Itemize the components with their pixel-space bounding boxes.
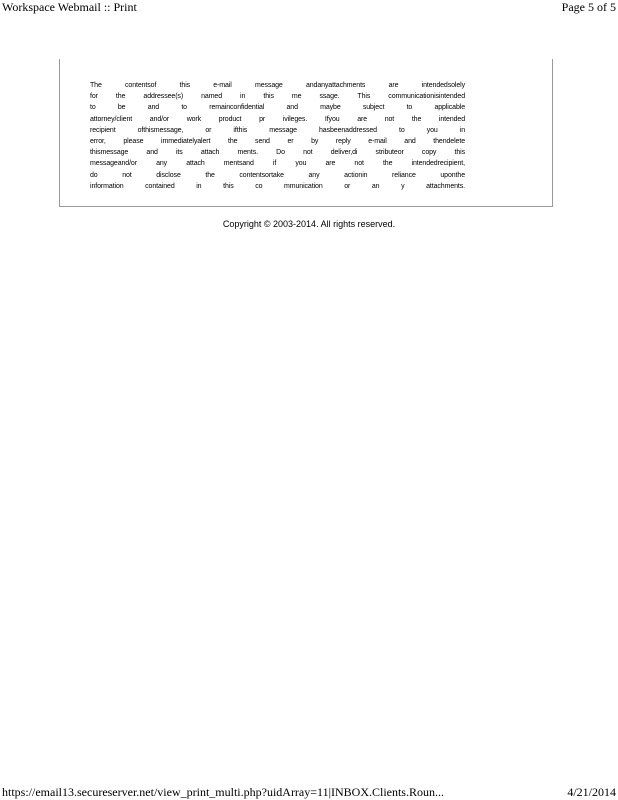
disclaimer-line: for the addressee(s) named in this me ssage. This communicationisintended [90, 93, 465, 101]
copyright-notice: Copyright © 2003-2014. All rights reserved. [222, 219, 396, 229]
disclaimer-line: messageand/or any attach mentsand if you are not the intendedrecipient, [90, 160, 465, 168]
disclaimer-line: to be and to remainconfidential and maybe subject to applicable [90, 104, 465, 112]
disclaimer-line: do not disclose the contentsortake any actionin reliance uponthe [90, 171, 465, 179]
disclaimer-line: The contentsof this e-mail message andanyattachments are intendedsolely [90, 82, 465, 89]
print-footer-date: 4/21/2014 [567, 785, 616, 799]
page-number: Page 5 of 5 [561, 0, 616, 14]
disclaimer-line: thismessage and its attach ments. Do not deliver,di stributeor copy this [90, 149, 465, 157]
disclaimer-line: information contained in this co mmunication or an y attachments. [90, 182, 465, 190]
print-footer-url: https://email13.secureserver.net/view_print_multi.php?uidArray=11|INBOX.Clients.Roun... [2, 785, 444, 799]
disclaimer-line: attorney/client and/or work product pr ivileges. Ifyou are not the intended [90, 115, 465, 123]
confidentiality-disclaimer [90, 80, 465, 192]
disclaimer-line: error, please immediatelyalert the send er by reply e-mail and thendelete [90, 138, 465, 146]
print-header-title: Workspace Webmail :: Print [2, 0, 137, 14]
disclaimer-line: recipient ofthismessage, or ifthis message hasbeenaddressed to you in [90, 126, 465, 134]
